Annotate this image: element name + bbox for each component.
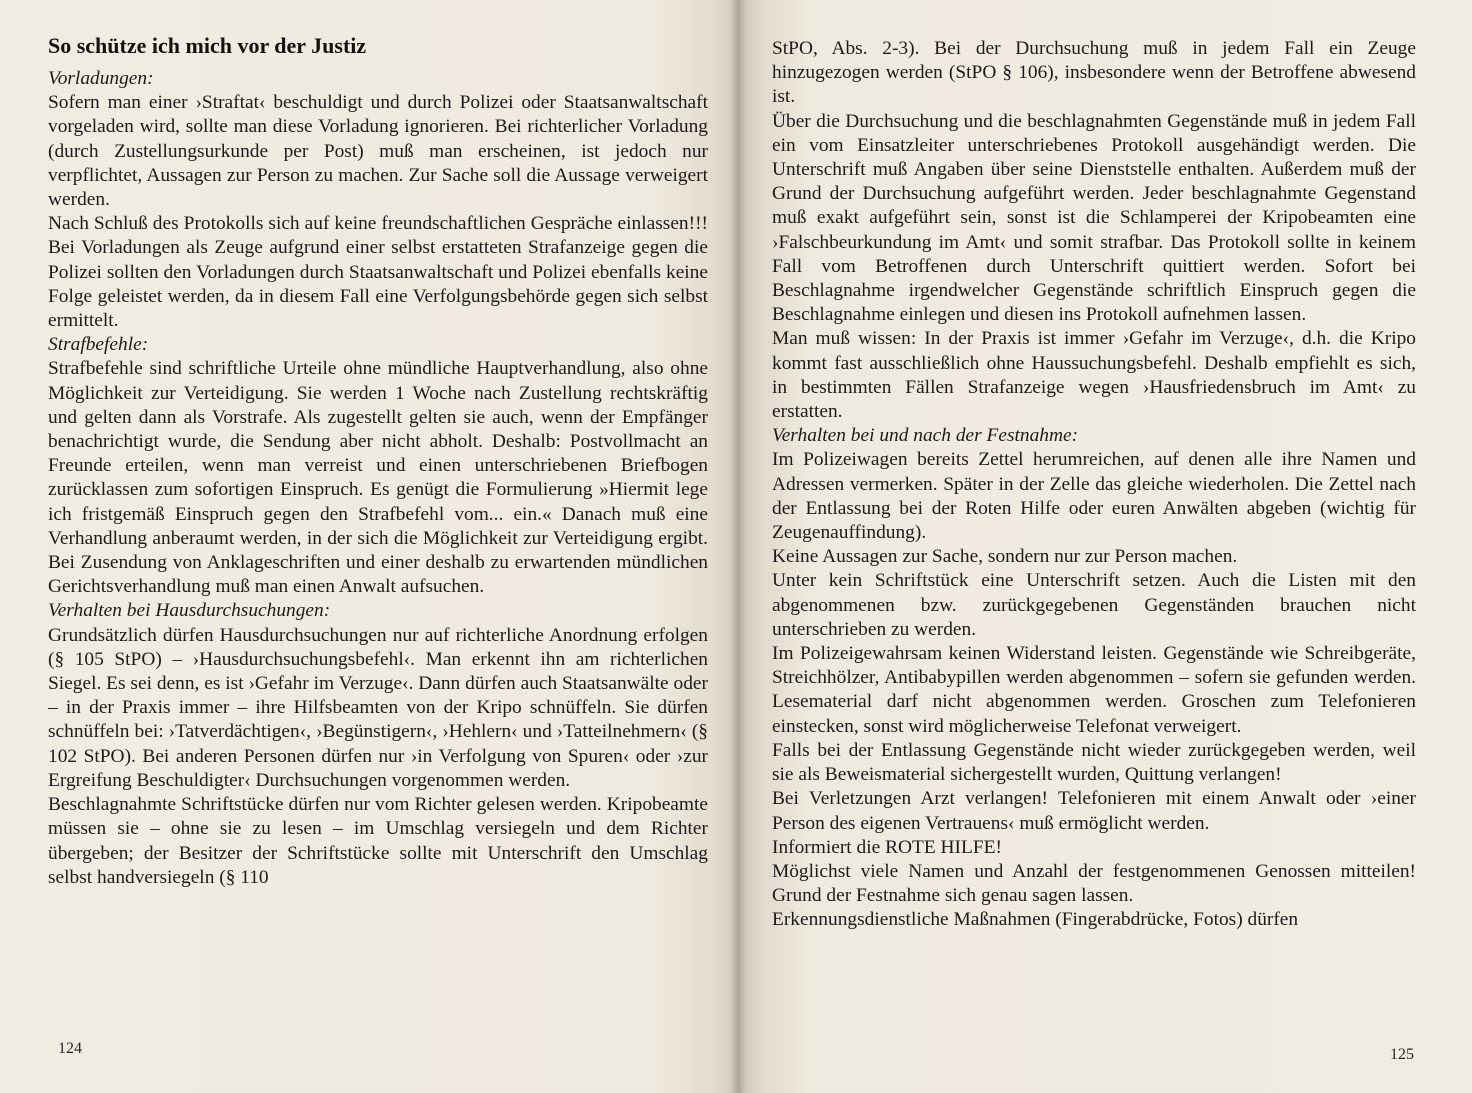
paragraph: Im Polizeiwagen bereits Zettel herumreichen, auf denen alle ihre Namen und Adressen vermerken. Später in der Zelle das gleiche wiederholen. Die Zettel nach der Entlassung bei der Roten Hilfe oder euren Anwälten abgeben (wichtig für Zeugenauffindung).: [772, 449, 1416, 544]
paragraph: Keine Aussagen zur Sache, sondern nur zur Person machen.: [772, 546, 1238, 568]
paragraph: Informiert die ROTE HILFE!: [772, 836, 1002, 858]
paragraph: Man muß wissen: In der Praxis ist immer ›Gefahr im Verzuge‹, d.h. die Kripo kommt fast ausschließlich ohne Haussuchungsbefehl. Deshalb empfiehlt es sich, in bestimmten Fällen Strafanzeige wegen ›Hausfriedensbruch im Amt‹ zu erstatten.: [772, 328, 1416, 423]
paragraph: StPO, Abs. 2-3). Bei der Durchsuchung muß in jedem Fall ein Zeuge hinzugezogen werden (StPO § 106), insbesondere wenn der Betroffene abwesend ist.: [772, 38, 1416, 108]
left-page-body: [48, 67, 708, 890]
paragraph: Grundsätzlich dürfen Hausdurchsuchungen nur auf richterliche Anordnung erfolgen (§ 105 StPO) – ›Hausdurchsuchungsbefehl‹. Man erkennt ihn am richterlichen Siegel. Es sei denn, es ist ›Gefahr im Verzuge‹. Dann dürfen auch Staatsanwälte oder – in der Praxis immer – ihre Hilfsbeamten von der Kripo schnüffeln. Sie dürfen schnüffeln bei: ›Tatverdächtigen‹, ›Begünstigern‹, ›Hehlern‹ und ›Tatteilnehmern‹ (§ 102 StPO). Bei anderen Personen dürfen nur ›in Verfolgung von Spuren‹ oder ›zur Ergreifung Beschuldigter‹ Durchsuchungen vorgenommen werden.: [48, 624, 708, 791]
paragraph: Im Polizeigewahrsam keinen Widerstand leisten. Gegenstände wie Schreibgeräte, Streichhölzer, Antibabypillen werden abgenommen – sofern sie gefunden werden. Lesematerial darf nicht abgenommen werden. Groschen zum Telefonieren einstecken, sonst wird möglicherweise Telefonat verweigert.: [772, 643, 1416, 737]
paragraph: Unter kein Schriftstück eine Unterschrift setzen. Auch die Listen mit den abgenommenen bzw. zurückgegebenen Gegenständen brauchen nicht unterschrieben zu werden.: [772, 570, 1416, 640]
paragraph: Bei Verletzungen Arzt verlangen! Telefonieren mit einem Anwalt oder ›einer Person des eigenen Vertrauens‹ muß ermöglicht werden.: [772, 788, 1416, 834]
paragraph: Falls bei der Entlassung Gegenstände nicht wieder zurückgegeben werden, weil sie als Beweismaterial sichergestellt wurden, Quittung verlangen!: [772, 739, 1416, 786]
section-heading: Strafbefehle:: [48, 334, 149, 356]
paragraph: Nach Schluß des Protokolls sich auf keine freundschaftlichen Gespräche einlassen!!! Bei Vorladungen als Zeuge aufgrund einer selbst erstatteten Strafanzeige gegen die Polizei sollten den Vorladungen durch Staatsanwaltschaft und Polizei ebenfalls keine Folge geleistet werden, da in diesem Fall eine Verfolgungsbehörde gegen sich selbst ermittelt.: [48, 213, 708, 332]
paragraph: Sofern man einer ›Straftat‹ beschuldigt und durch Polizei oder Staatsanwaltschaft vorgeladen wird, sollte man diese Vorladung ignorieren. Bei richterlicher Vorladung (durch Zustellungsurkunde per Post) muß man erscheinen, ist jedoch nur verpflichtet, Aussagen zur Person zu machen. Zur Sache soll die Aussage verweigert werden.: [48, 92, 708, 211]
section-heading: Verhalten bei Hausdurchsuchungen:: [48, 600, 331, 622]
page-number: 125: [1390, 1046, 1414, 1063]
paragraph: Erkennungsdienstliche Maßnahmen (Fingerabdrücke, Fotos) dürfen: [772, 909, 1299, 931]
section-heading: Verhalten bei und nach der Festnahme:: [772, 425, 1079, 447]
section-heading: Vorladungen:: [48, 68, 154, 89]
paragraph: Beschlagnahmte Schriftstücke dürfen nur vom Richter gelesen werden. Kripobeamte müssen sie – ohne sie zu lesen – im Umschlag versiegeln und dem Richter übergeben; der Besitzer der Schriftstücke sollte mit Unterschrift den Umschlag selbst handversiegeln (§ 110: [48, 794, 708, 888]
page-number: 124: [58, 1040, 82, 1057]
right-page: [738, 0, 1472, 1093]
paragraph: Möglichst viele Namen und Anzahl der festgenommenen Genossen mitteilen! Grund der Festnahme sich genau sagen lassen.: [772, 860, 1416, 907]
paragraph: Über die Durchsuchung und die beschlagnahmten Gegenstände muß in jedem Fall ein vom Einsatzleiter unterschriebenes Protokoll ausgehändigt werden. Die Unterschrift muß Angaben über seine Dienststelle enthalten. Außerdem muß der Grund der Durchsuchung aufgeführt werden. Jeder beschlagnahmte Gegenstand muß exakt aufgeführt sein, sonst ist die Schlamperei der Kripobeamten eine ›Falschbeurkundung im Amt‹ und somit strafbar. Das Protokoll sollte in keinem Fall vom Betroffenen durch Unterschrift quittiert werden. Sofort bei Beschlagnahme irgendwelcher Gegenstände schriftlich Einspruch gegen die Beschlagnahme einlegen und diesen ins Protokoll aufnehmen lassen.: [772, 110, 1416, 326]
paragraph: Strafbefehle sind schriftliche Urteile ohne mündliche Hauptverhandlung, also ohne Möglichkeit zur Verteidigung. Sie werden 1 Woche nach Zustellung rechtskräftig und gelten dann als Vorstrafe. Als zugestellt gelten sie auch, wenn der Empfänger benachrichtigt wurde, die Sendung aber nicht abholt. Deshalb: Postvollmacht an Freunde erteilen, wenn man verreist und einen unterschriebenen Briefbogen zurücklassen zum sofortigen Einspruch. Es genügt die Formulierung »Hiermit lege ich fristgemäß Einspruch gegen den Strafbefehl vom... ein.« Danach muß eine Verhandlung anberaumt werden, in der sich die Möglichkeit zur Verteidigung ergibt. Bei Zusendung von Anklageschriften und einer deshalb zu erwartenden mündlichen Gerichtsverhandlung muß man einen Anwalt aufsuchen.: [48, 358, 708, 598]
right-page-body: [772, 37, 1416, 933]
chapter-title: So schütze ich mich vor der Justiz: [48, 33, 367, 58]
